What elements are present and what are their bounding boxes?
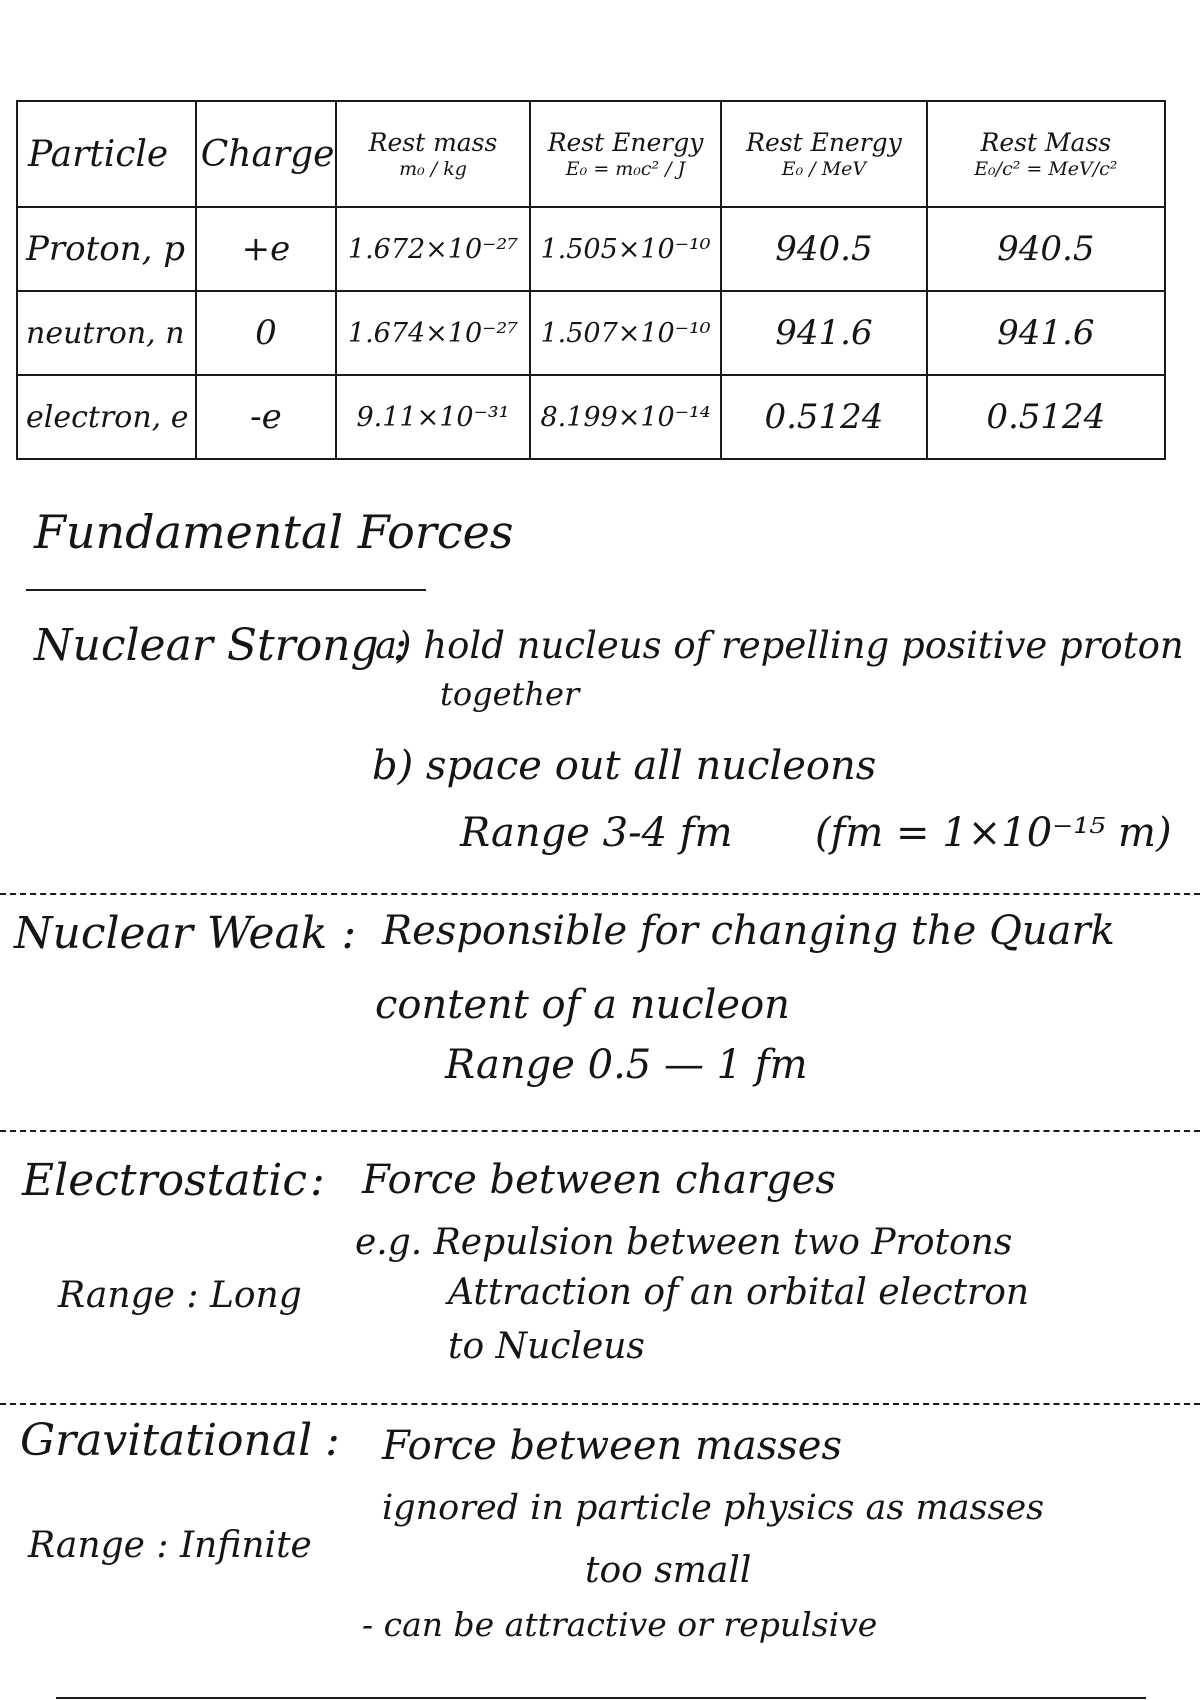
table-cell: neutron, n (17, 291, 196, 375)
bottom-rule (56, 1697, 1146, 1699)
electrostatic-range: Range : Long (58, 1275, 302, 1316)
table-row-proton (17, 207, 1165, 291)
table-cell: 941.6 (927, 291, 1165, 375)
electrostatic-colon: : (310, 1155, 325, 1206)
strong-force-label: Nuclear Strong : (34, 620, 408, 671)
weak-force-line-2: content of a nucleon (375, 982, 790, 1028)
electrostatic-line-4: to Nucleus (448, 1326, 645, 1367)
table-row-electron (17, 375, 1165, 459)
weak-force-label: Nuclear Weak : (14, 908, 357, 959)
section-title: Fundamental Forces (34, 505, 514, 559)
table-cell: 940.5 (721, 207, 926, 291)
section-divider (0, 893, 1200, 895)
table-cell: 0.5124 (721, 375, 926, 459)
gravitational-line-3: too small (585, 1550, 752, 1591)
electrostatic-line-1: Force between charges (362, 1157, 836, 1203)
table-cell: 1.674×10⁻²⁷ (336, 291, 530, 375)
table-cell: 8.199×10⁻¹⁴ (530, 375, 722, 459)
electrostatic-line-3: Attraction of an orbital electron (448, 1272, 1030, 1313)
table-header-row (17, 101, 1165, 207)
header-rest-mass-mev: Rest Mass E₀/c² = MeV/c² (927, 101, 1165, 207)
table-cell: 0 (196, 291, 336, 375)
strong-force-range: Range 3-4 fm (460, 810, 733, 856)
table-cell: 9.11×10⁻³¹ (336, 375, 530, 459)
gravitational-line-4: - can be attractive or repulsive (362, 1605, 878, 1644)
header-rest-energy-mev: Rest Energy E₀ / MeV (721, 101, 926, 207)
gravitational-line-2: ignored in particle physics as masses (382, 1488, 1045, 1528)
section-divider (0, 1130, 1200, 1132)
electrostatic-line-2: e.g. Repulsion between two Protons (355, 1222, 1013, 1263)
title-underline (26, 589, 426, 591)
weak-force-range: Range 0.5 — 1 fm (445, 1042, 808, 1088)
table-cell: 941.6 (721, 291, 926, 375)
strong-force-unit-note: (fm = 1×10⁻¹⁵ m) (815, 810, 1172, 856)
weak-force-line-1: Responsible for changing the Quark (382, 908, 1115, 954)
table-cell: +e (196, 207, 336, 291)
table-cell: -e (196, 375, 336, 459)
header-charge: Charge (196, 101, 336, 207)
table-cell: Proton, p (17, 207, 196, 291)
table-cell: 0.5124 (927, 375, 1165, 459)
table-row-neutron (17, 291, 1165, 375)
section-divider (0, 1403, 1200, 1405)
table-cell: 1.507×10⁻¹⁰ (530, 291, 722, 375)
strong-force-line-a: a) hold nucleus of repelling positive proton (375, 624, 1184, 667)
table-cell: electron, e (17, 375, 196, 459)
gravitational-line-1: Force between masses (382, 1423, 842, 1469)
gravitational-label: Gravitational (20, 1415, 313, 1466)
header-particle: Particle (17, 101, 196, 207)
strong-force-line-b: b) space out all nucleons (372, 743, 877, 789)
strong-force-line-a-cont: together (440, 675, 580, 713)
table-cell: 1.672×10⁻²⁷ (336, 207, 530, 291)
gravitational-range: Range : Infinite (28, 1525, 312, 1566)
electrostatic-label: Electrostatic (22, 1155, 307, 1206)
header-rest-energy-j: Rest Energy E₀ = m₀c² / J (530, 101, 722, 207)
gravitational-colon: : (325, 1415, 340, 1466)
table-cell: 1.505×10⁻¹⁰ (530, 207, 722, 291)
particle-table (16, 100, 1166, 460)
table-cell: 940.5 (927, 207, 1165, 291)
header-rest-mass-kg: Rest mass m₀ / kg (336, 101, 530, 207)
